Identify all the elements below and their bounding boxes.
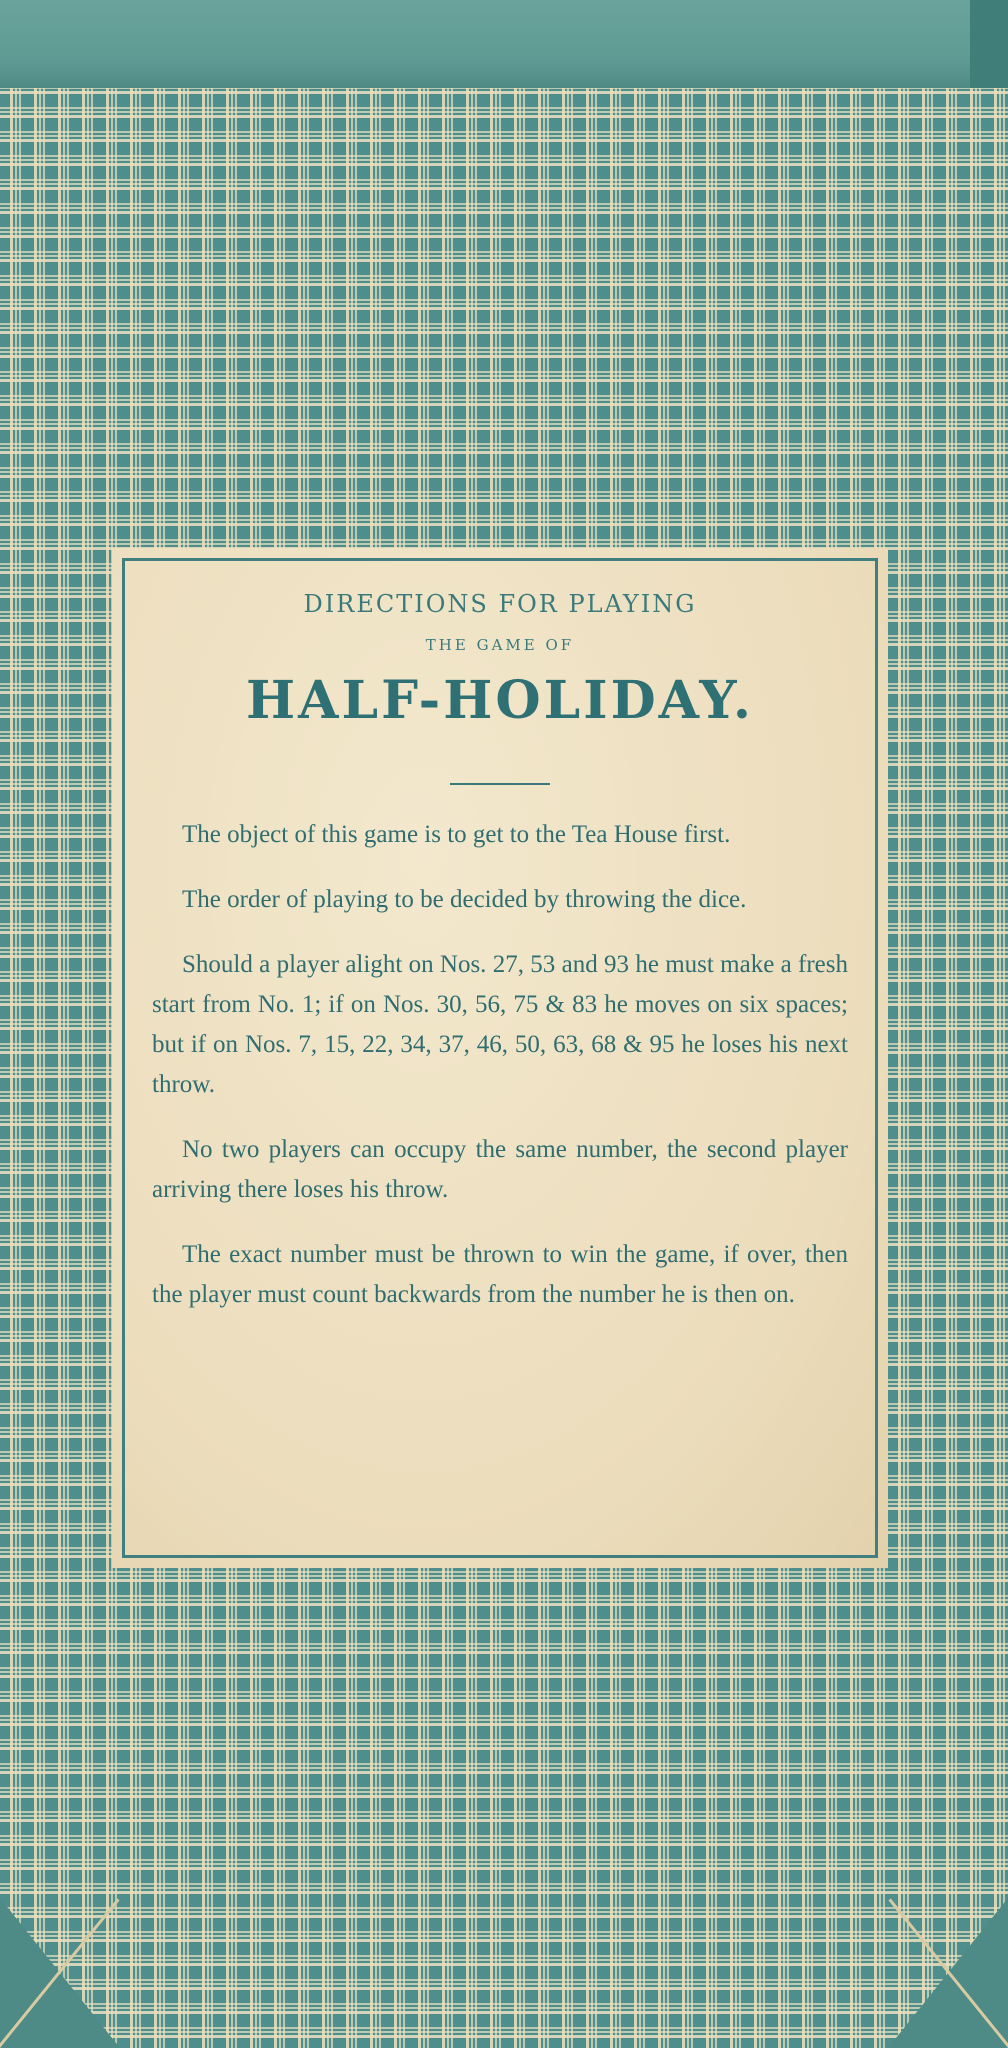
rule-paragraph: The exact number must be thrown to win the game, if over, then the player must count backwards from the number he is then on.: [152, 1241, 848, 1308]
label-content: [152, 588, 848, 1340]
heading-line1: DIRECTIONS FOR PLAYING: [303, 590, 697, 618]
divider: [450, 783, 550, 785]
heading-line2: THE GAME OF: [425, 636, 575, 654]
rule-paragraph: The order of playing to be decided by throwing the dice.: [182, 886, 747, 913]
top-band-edge: [970, 0, 1008, 88]
top-band: [0, 0, 1008, 88]
rule-paragraph: Should a player alight on Nos. 27, 53 and 93 he must make a fresh start from No. 1; if on Nos. 30, 56, 75 & 83 he moves on six spaces; but if on Nos. 7, 15, 22, 34, 37, 46, 50, 63, 68 & 95 he loses his next throw.: [152, 951, 848, 1098]
rule-paragraph: The object of this game is to get to the Tea House first.: [182, 821, 731, 848]
rule-paragraph: No two players can occupy the same number, the second player arriving there loses his throw.: [152, 1136, 848, 1203]
game-title: HALF-HOLIDAY.: [246, 670, 754, 731]
directions-label: [112, 548, 888, 1568]
